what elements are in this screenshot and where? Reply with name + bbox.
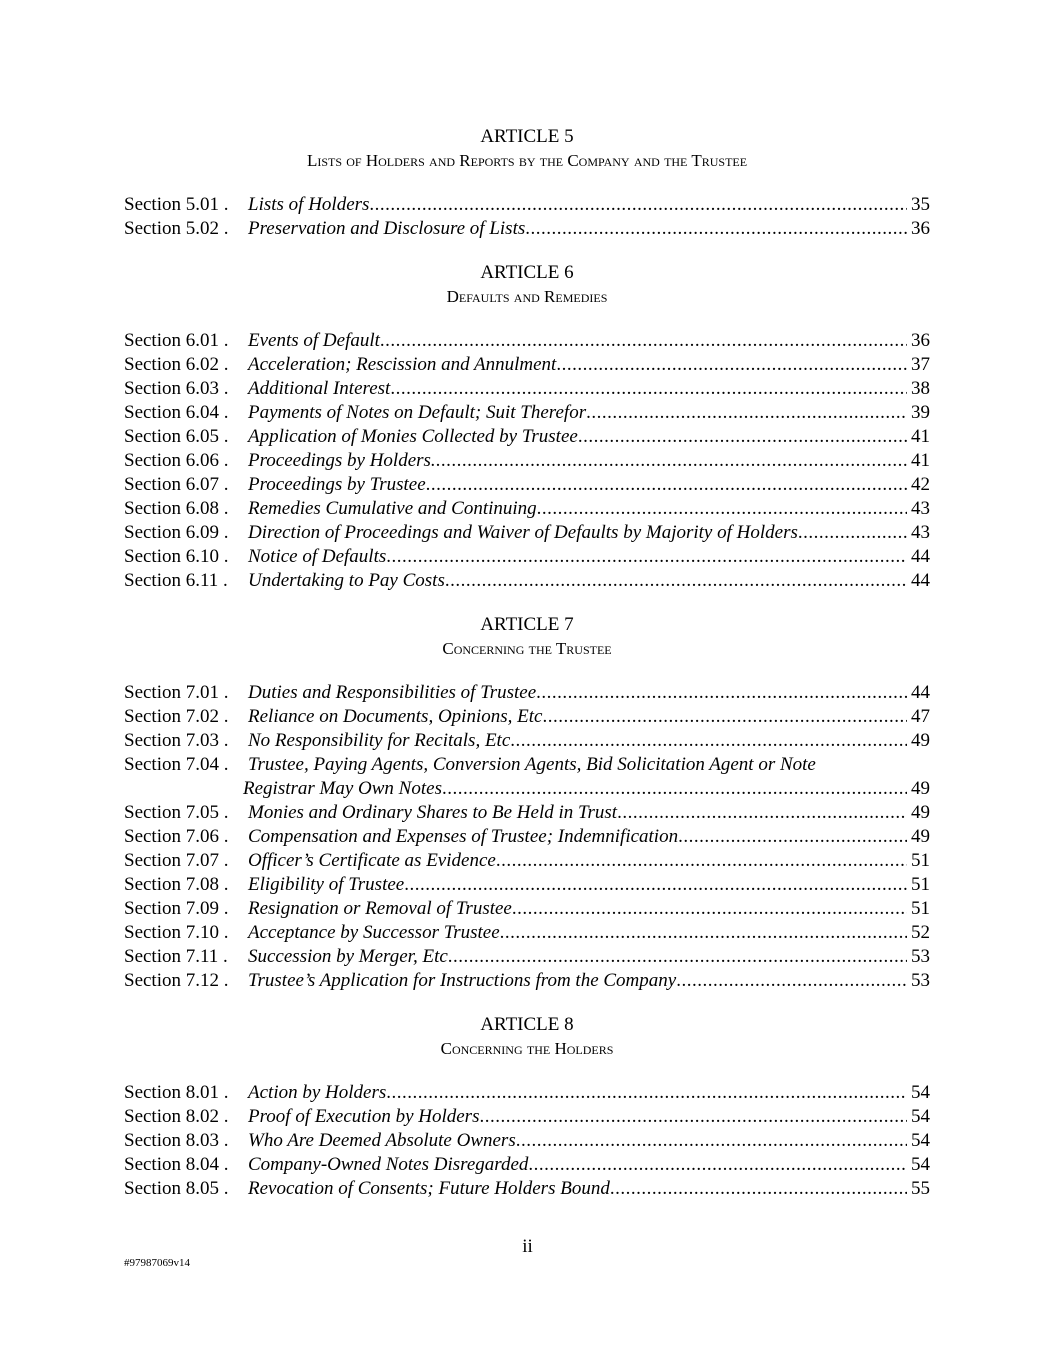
toc-entry xyxy=(124,921,930,945)
section-number: Section 5.02 . xyxy=(124,218,229,239)
toc-row xyxy=(124,969,930,993)
page-ref: 41 xyxy=(911,426,930,447)
toc-row xyxy=(124,1081,930,1105)
toc-row xyxy=(124,681,930,705)
toc-row xyxy=(124,217,930,241)
page-ref: 53 xyxy=(911,970,930,991)
dot-leader xyxy=(678,825,907,849)
article-subtitle: Lists of Holders and Reports by the Company and the Trustee xyxy=(306,151,748,170)
toc-entry xyxy=(124,897,930,921)
toc-row xyxy=(124,897,930,921)
dot-leader xyxy=(426,473,907,497)
section-number: Section 6.11 . xyxy=(124,570,228,591)
page-ref: 43 xyxy=(911,522,930,543)
section-title: Application of Monies Collected by Trustee xyxy=(248,426,578,447)
table-of-contents xyxy=(124,125,930,1221)
section-title: Lists of Holders xyxy=(248,194,370,215)
toc-row xyxy=(124,521,930,545)
toc-entry xyxy=(124,945,930,969)
section-title: Acceptance by Successor Trustee xyxy=(248,922,500,943)
page-ref: 41 xyxy=(911,450,930,471)
toc-row xyxy=(124,329,930,353)
page-ref: 52 xyxy=(911,922,930,943)
section-number: Section 6.09 . xyxy=(124,522,229,543)
dot-leader xyxy=(445,569,907,593)
dot-leader xyxy=(496,849,907,873)
dot-leader xyxy=(610,1177,907,1201)
toc-entry xyxy=(124,353,930,377)
article-subtitle: Concerning the Holders xyxy=(440,1039,614,1058)
section-title: No Responsibility for Recitals, Etc xyxy=(248,730,511,751)
section-number: Section 5.01 . xyxy=(124,194,229,215)
section-number: Section 6.03 . xyxy=(124,378,229,399)
toc-entry xyxy=(124,193,930,217)
page-ref: 44 xyxy=(911,682,930,703)
dot-leader xyxy=(525,217,907,241)
article-block xyxy=(124,261,930,593)
dot-leader xyxy=(586,401,907,425)
page-ref: 51 xyxy=(911,874,930,895)
toc-row xyxy=(124,377,930,401)
toc-entry xyxy=(124,449,930,473)
toc-entry xyxy=(124,1177,930,1201)
toc-row xyxy=(124,193,930,217)
toc-row xyxy=(124,921,930,945)
section-number: Section 7.07 . xyxy=(124,850,229,871)
toc-entry xyxy=(124,401,930,425)
dot-leader xyxy=(542,705,907,729)
section-title: Duties and Responsibilities of Trustee xyxy=(248,682,537,703)
page-ref: 44 xyxy=(911,570,930,591)
section-number: Section 7.12 . xyxy=(124,970,229,991)
page-ref: 49 xyxy=(911,778,930,799)
article-block xyxy=(124,125,930,241)
page-ref: 42 xyxy=(911,474,930,495)
page-ref: 47 xyxy=(911,706,930,727)
section-number: Section 6.06 . xyxy=(124,450,229,471)
page-ref: 51 xyxy=(911,898,930,919)
section-title: Additional Interest xyxy=(248,378,391,399)
dot-leader xyxy=(798,521,907,545)
section-number: Section 7.05 . xyxy=(124,802,229,823)
section-title: Remedies Cumulative and Continuing xyxy=(248,498,537,519)
toc-entry xyxy=(124,521,930,545)
section-number: Section 6.01 . xyxy=(124,330,229,351)
toc-row xyxy=(124,1153,930,1177)
section-number: Section 6.05 . xyxy=(124,426,229,447)
section-title: Trustee, Paying Agents, Conversion Agents, Bid Solicitation Agent or Note xyxy=(248,754,816,775)
toc-row xyxy=(124,497,930,521)
dot-leader xyxy=(510,729,907,753)
toc-entry xyxy=(124,1153,930,1177)
section-number: Section 7.03 . xyxy=(124,730,229,751)
toc-entry xyxy=(124,497,930,521)
toc-row-continued xyxy=(124,777,930,801)
toc-entry xyxy=(124,753,930,801)
toc-row xyxy=(124,473,930,497)
toc-entry xyxy=(124,825,930,849)
section-title: Proof of Execution by Holders xyxy=(248,1106,480,1127)
toc-row xyxy=(124,1129,930,1153)
dot-leader xyxy=(512,897,907,921)
section-title: Revocation of Consents; Future Holders Bound xyxy=(248,1178,610,1199)
dot-leader xyxy=(386,545,907,569)
article-block xyxy=(124,613,930,993)
page-ref: 54 xyxy=(911,1106,930,1127)
page-ref: 49 xyxy=(911,826,930,847)
article-block xyxy=(124,1013,930,1201)
section-title: Compensation and Expenses of Trustee; Indemnification xyxy=(248,826,679,847)
page-ref: 39 xyxy=(911,402,930,423)
toc-row xyxy=(124,801,930,825)
section-title: Who Are Deemed Absolute Owners xyxy=(248,1130,516,1151)
section-title: Action by Holders xyxy=(248,1082,387,1103)
toc-row xyxy=(124,849,930,873)
toc-entry xyxy=(124,1081,930,1105)
article-subtitle: Concerning the Trustee xyxy=(442,639,612,658)
dot-leader xyxy=(537,497,907,521)
page-ref: 51 xyxy=(911,850,930,871)
section-list xyxy=(124,329,930,593)
section-list xyxy=(124,193,930,241)
section-title: Resignation or Removal of Trustee xyxy=(248,898,512,919)
section-number: Section 6.07 . xyxy=(124,474,229,495)
section-number: Section 7.10 . xyxy=(124,922,229,943)
toc-entry xyxy=(124,329,930,353)
section-title: Notice of Defaults xyxy=(248,546,387,567)
section-title-continued: Registrar May Own Notes xyxy=(243,778,442,799)
page-ref: 35 xyxy=(911,194,930,215)
section-number: Section 8.02 . xyxy=(124,1106,229,1127)
page-ref: 49 xyxy=(911,802,930,823)
dot-leader xyxy=(479,1105,907,1129)
dot-leader xyxy=(516,1129,907,1153)
toc-entry xyxy=(124,377,930,401)
section-number: Section 6.10 . xyxy=(124,546,229,567)
dot-leader xyxy=(448,945,907,969)
dot-leader xyxy=(369,193,907,217)
toc-entry xyxy=(124,681,930,705)
toc-entry xyxy=(124,729,930,753)
section-title: Reliance on Documents, Opinions, Etc xyxy=(248,706,543,727)
toc-row xyxy=(124,705,930,729)
section-title: Trustee’s Application for Instructions from the Company xyxy=(248,970,677,991)
toc-entry xyxy=(124,1105,930,1129)
page-ref: 36 xyxy=(911,330,930,351)
toc-entry xyxy=(124,473,930,497)
section-number: Section 8.04 . xyxy=(124,1154,229,1175)
toc-entry xyxy=(124,849,930,873)
section-list xyxy=(124,1081,930,1201)
dot-leader xyxy=(528,1153,907,1177)
section-title: Undertaking to Pay Costs xyxy=(248,570,445,591)
page-ref: 37 xyxy=(911,354,930,375)
section-number: Section 7.11 . xyxy=(124,946,228,967)
dot-leader xyxy=(380,329,907,353)
toc-row xyxy=(124,1105,930,1129)
dot-leader xyxy=(536,681,907,705)
section-title: Proceedings by Holders. xyxy=(248,450,436,471)
dot-leader xyxy=(442,777,907,801)
section-title: Company-Owned Notes Disregarded xyxy=(248,1154,529,1175)
page-number: ii xyxy=(522,1236,533,1257)
dot-leader xyxy=(676,969,907,993)
toc-entry xyxy=(124,873,930,897)
dot-leader xyxy=(404,873,907,897)
section-title: Officer’s Certificate as Evidence xyxy=(248,850,496,871)
page-ref: 54 xyxy=(911,1130,930,1151)
page-ref: 55 xyxy=(911,1178,930,1199)
toc-entry xyxy=(124,569,930,593)
document-id: #97987069v14 xyxy=(124,1257,190,1269)
section-title: Preservation and Disclosure of Lists xyxy=(248,218,526,239)
toc-entry xyxy=(124,425,930,449)
page-ref: 53 xyxy=(911,946,930,967)
section-number: Section 8.05 . xyxy=(124,1178,229,1199)
dot-leader xyxy=(617,801,907,825)
toc-row xyxy=(124,873,930,897)
article-title: ARTICLE 6 xyxy=(480,262,574,283)
section-title: Proceedings by Trustee xyxy=(248,474,426,495)
toc-row xyxy=(124,945,930,969)
article-subtitle: Defaults and Remedies xyxy=(446,287,608,306)
toc-entry xyxy=(124,545,930,569)
section-title: Eligibility of Trustee xyxy=(248,874,405,895)
toc-entry xyxy=(124,705,930,729)
toc-row xyxy=(124,729,930,753)
dot-leader xyxy=(556,353,907,377)
page-ref: 54 xyxy=(911,1154,930,1175)
toc-row xyxy=(124,449,930,473)
toc-row xyxy=(124,753,930,777)
section-number: Section 7.04 . xyxy=(124,754,229,775)
dot-leader xyxy=(386,1081,907,1105)
dot-leader xyxy=(390,377,907,401)
toc-row xyxy=(124,569,930,593)
section-number: Section 8.03 . xyxy=(124,1130,229,1151)
section-number: Section 7.01 . xyxy=(124,682,229,703)
section-title: Monies and Ordinary Shares to Be Held in Trust xyxy=(248,802,618,823)
article-title: ARTICLE 5 xyxy=(480,126,574,147)
dot-leader xyxy=(578,425,907,449)
dot-leader xyxy=(500,921,907,945)
section-list xyxy=(124,681,930,993)
article-title: ARTICLE 8 xyxy=(480,1014,574,1035)
toc-entry xyxy=(124,801,930,825)
section-number: Section 6.08 . xyxy=(124,498,229,519)
toc-row xyxy=(124,353,930,377)
dot-leader xyxy=(436,449,907,473)
section-number: Section 6.04 . xyxy=(124,402,229,423)
section-title: Payments of Notes on Default; Suit Therefor xyxy=(248,402,587,423)
page-ref: 43 xyxy=(911,498,930,519)
toc-row xyxy=(124,825,930,849)
toc-entry xyxy=(124,1129,930,1153)
section-title: Events of Default xyxy=(248,330,380,351)
section-number: Section 7.02 . xyxy=(124,706,229,727)
section-number: Section 6.02 . xyxy=(124,354,229,375)
article-title: ARTICLE 7 xyxy=(480,614,574,635)
page-ref: 54 xyxy=(911,1082,930,1103)
page-ref: 38 xyxy=(911,378,930,399)
toc-entry xyxy=(124,217,930,241)
toc-row xyxy=(124,545,930,569)
section-number: Section 7.09 . xyxy=(124,898,229,919)
page-ref: 49 xyxy=(911,730,930,751)
section-number: Section 8.01 . xyxy=(124,1082,229,1103)
section-number: Section 7.06 . xyxy=(124,826,229,847)
section-title: Direction of Proceedings and Waiver of Defaults by Majority of Holders xyxy=(248,522,798,543)
toc-row xyxy=(124,425,930,449)
toc-entry xyxy=(124,969,930,993)
section-title: Acceleration; Rescission and Annulment xyxy=(248,354,557,375)
section-number: Section 7.08 . xyxy=(124,874,229,895)
section-title: Succession by Merger, Etc xyxy=(248,946,448,967)
toc-row xyxy=(124,1177,930,1201)
page-ref: 36 xyxy=(911,218,930,239)
toc-row xyxy=(124,401,930,425)
page-ref: 44 xyxy=(911,546,930,567)
